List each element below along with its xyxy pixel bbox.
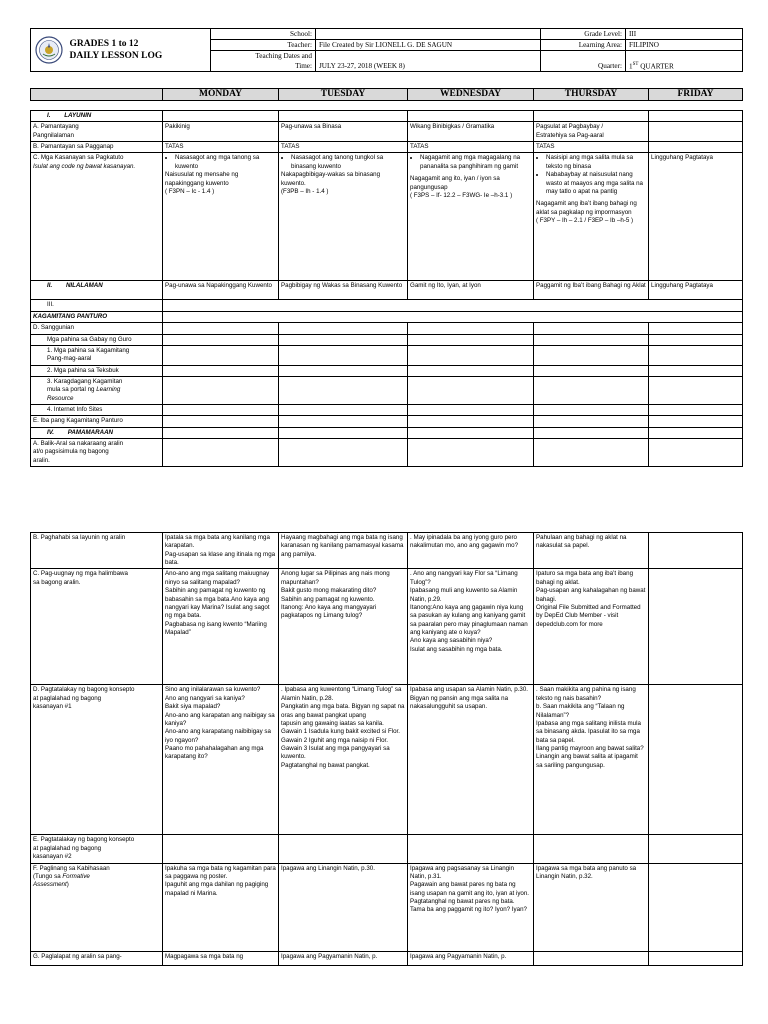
paglinang-tue: Ipagawa ang Linangin Natin, p.30.	[279, 863, 408, 951]
blank-cell	[534, 439, 649, 467]
kasanayan-label-cell	[31, 153, 163, 281]
blank-cell	[163, 323, 279, 334]
blank-cell	[649, 323, 743, 334]
blank-cell	[279, 439, 408, 467]
lesson-plan-table-part-2	[30, 532, 743, 966]
blank-cell	[279, 345, 408, 365]
blank-cell	[408, 835, 534, 863]
kasanayan-label: C. Mga Kasanayan sa Pagkatuto	[33, 154, 124, 162]
paglalapat-label: G. Paglalapat ng aralin sa pang-	[31, 951, 163, 965]
kasanayan-mon	[163, 153, 279, 281]
blank-cell	[279, 365, 408, 376]
blank-cell	[163, 300, 743, 311]
learning-area-value: FILIPINO	[626, 40, 743, 51]
paglinang-label: F. Paglinang sa Kabihasaan (Tungo sa Formative Assessment)	[31, 863, 163, 951]
blank-cell	[534, 376, 649, 404]
nilalaman-wed: Gamit ng Ito, Iyan, at Iyon	[408, 281, 534, 300]
quarter-label: Quarter:	[541, 51, 626, 72]
paglalapat-wed: Ipagawa ang Pagyamanin Natin, p.	[408, 951, 534, 965]
iba-pang-kagamitan-label: E. Iba pang Kagamitang Panturo	[31, 416, 163, 427]
blank-cell	[534, 323, 649, 334]
pamantayang-pangnilalaman-mon: Pakikinig	[163, 122, 279, 142]
kasanayan-tue	[279, 153, 408, 281]
blank-cell	[408, 111, 534, 122]
teksbuk-label: 2. Mga pahina sa Teksbuk	[31, 365, 163, 376]
grade-level-label: Grade Level:	[541, 29, 626, 40]
tuesday-header: TUESDAY	[279, 89, 408, 101]
pag-uugnay-thu: Ipaturo sa mga bata ang iba’t ibang bahagi ng aklat. Pag-usapan ang kahalagahan ng bawat bahagi. Original File Submitted and Formatted by DepEd Club Member - visit depedclub.com for more	[534, 569, 649, 685]
grade-level-value: III	[626, 29, 743, 40]
blank-cell	[279, 835, 408, 863]
blank-cell	[649, 376, 743, 404]
blank-cell	[534, 334, 649, 345]
kasanayan-wed-detail: Nagagamit ang ito, iyan / iyon sa pangungusap ( F3PS – If- 12.2 – F3WG- Ie –h-3.1 )	[410, 175, 513, 199]
pamantayan-sa-pagganap-label: B. Pamantayan sa Pagganap	[31, 142, 163, 153]
pamantayang-pangnilalaman-label: A. Pamantayang Pangnilalaman	[31, 122, 163, 142]
blank-cell	[163, 345, 279, 365]
pamantayang-pangnilalaman-wed: Wikang Binibigkas / Gramatika	[408, 122, 534, 142]
balik-aral-label: A. Balik-Aral sa nakaraang aralin at/o pagsisimula ng bagong aralin.	[31, 439, 163, 467]
pagtatalakay-1-mon: Sino ang inilalarawan sa kuwento? Ano ang nangyari sa kaniya? Bakit siya mapalad? Ano-ano ang karapatan ang naibigay sa kaniya? Ano-ano ang karapatang naibibigay sa iyo ngayon? Paano mo pahahalagahan ang mga karapatang ito?	[163, 685, 279, 835]
paglinang-thu: Ipagawa sa mga bata ang panuto sa Linangin Natin, p.32.	[534, 863, 649, 951]
paglalapat-fri	[649, 951, 743, 965]
pamantayan-sa-pagganap-fri	[649, 142, 743, 153]
blank-cell	[408, 345, 534, 365]
pamamaraan-heading: IV. PAMAMARAAN	[31, 427, 163, 438]
kasanayan-thu-detail: Nagagamit ang iba’t ibang bahagi ng aklat sa pagkalap ng impormasyon ( F3PY – Ih – 2.1 / F3EP – Ib –h-5 )	[536, 200, 637, 224]
log-title-cell	[67, 29, 211, 72]
pag-uugnay-mon: Ano-ano ang mga salitang maiuugnay ninyo sa salitang mapalad? Sabihin ang pamagat ng kuwento ng babasahin sa mga bata.Ano kaya ang nangyari kay Marina? Isulat ang sagot ng mga bata. Pagbabasa ng isang kwento “Mariing Mapalad”	[163, 569, 279, 685]
deped-seal-icon	[35, 36, 63, 64]
blank-cell	[408, 323, 534, 334]
nilalaman-mon: Pag-unawa sa Napakinggang Kuwento	[163, 281, 279, 300]
blank-cell	[408, 416, 534, 427]
blank-cell	[649, 334, 743, 345]
kasanayan-mon-detail: Naisusulat ng mensahe ng napakinggang kuwento ( F3PN – Ic - 1.4 )	[165, 171, 239, 195]
blank-cell	[408, 439, 534, 467]
pamantayang-pangnilalaman-fri	[649, 122, 743, 142]
pamantayang-pangnilalaman-thu: Pagsulat at Pagbaybay / Estratehiya sa Pag-aaral	[534, 122, 649, 142]
paghahabi-thu: Pahulaan ang bahagi ng aklat na nakasulat sa papel.	[534, 533, 649, 569]
blank-cell	[408, 405, 534, 416]
pamantayang-pangnilalaman-tue: Pag-unawa sa Binasa	[279, 122, 408, 142]
teaching-dates-label: Teaching Dates and	[211, 51, 316, 62]
blank-cell	[163, 439, 279, 467]
weekday-header	[30, 88, 743, 101]
time-label: Time:	[211, 61, 316, 72]
blank-cell	[279, 376, 408, 404]
blank-cell	[279, 416, 408, 427]
paglalapat-tue: Ipagawa ang Pagyamanin Natin, p.	[279, 951, 408, 965]
teacher-label: Teacher:	[211, 40, 316, 51]
school-value	[316, 29, 541, 40]
paghahabi-label: B. Paghahabi sa layunin ng aralin	[31, 533, 163, 569]
kasanayan-thu-bullet-1: • Nasisipi ang mga salita mula sa teksto ng binasa	[546, 154, 646, 171]
learning-resource-portal-label: 3. Karagdagang Kagamitan mula sa portal ng Learning Resource	[31, 376, 163, 404]
pag-uugnay-label: C. Pag-uugnay ng mga halimbawa sa bagong aralin.	[31, 569, 163, 685]
gabay-ng-guro-label: Mga pahina sa Gabay ng Guro	[31, 334, 163, 345]
deped-seal-cell	[31, 29, 67, 72]
blank-cell	[534, 416, 649, 427]
blank-cell	[649, 111, 743, 122]
nilalaman-thu: Paggamit ng Iba’t ibang Bahagi ng Aklat	[534, 281, 649, 300]
log-title: GRADES 1 to 12 DAILY LESSON LOG	[69, 39, 163, 61]
pag-uugnay-fri	[649, 569, 743, 685]
kasanayan-thu-bullet-2: • Nababaybay at naisusulat nang wasto at maayos ang mga salita na may tatlo o apat na pantig	[546, 171, 646, 196]
teaching-dates-value: JULY 23-27, 2018 (WEEK 8)	[316, 51, 541, 72]
kasanayan-tue-bullet: • Nasasagot ang tanong tungkol sa binasang kuwento	[291, 154, 405, 171]
pagtatalakay-1-wed: Ipabasa ang usapan sa Alamin Natin, p.30. Bigyan ng pansin ang mga salita na nakasalungguhit sa usapan.	[408, 685, 534, 835]
paglalapat-mon: Magpagawa sa mga bata ng	[163, 951, 279, 965]
blank-cell	[163, 334, 279, 345]
blank-cell	[649, 405, 743, 416]
nilalaman-fri: Lingguhang Pagtataya	[649, 281, 743, 300]
paghahabi-fri	[649, 533, 743, 569]
pamantayan-sa-pagganap-tue: TATAS	[279, 142, 408, 153]
nilalaman-heading: II. NILALAMAN	[31, 281, 163, 300]
blank-cell	[163, 416, 279, 427]
pagtatalakay-1-label: D. Pagtatalakay ng bagong konsepto at paglalahad ng bagong kasanayan #1	[31, 685, 163, 835]
blank-cell	[163, 835, 279, 863]
internet-info-sites-label: 4. Internet Info Sites	[31, 405, 163, 416]
paglinang-wed: Ipagawa ang pagsasanay sa Linangin Natin, p.31. Pagawain ang bawat pares ng bata ng isang usapan na gamit ang ito, iyan at iyon. Pagtatanghal ng bawat pares ng bata. Tama ba ang paggamit ng ito? Iyon? Iyan?	[408, 863, 534, 951]
blank-cell	[649, 439, 743, 467]
kasanayan-mon-bullet: • Nasasagot ang mga tanong sa kuwento	[175, 154, 276, 171]
blank-cell	[534, 345, 649, 365]
pagtatalakay-1-thu: . Saan makikita ang pahina ng isang teksto ng nais basahin? b. Saan makikita ang “Talaan ng Nilalaman”? Ipabasa ang mga salitang inilista mula sa binasang akda. Ipasulat ito sa mga bata sa papel. Ilang pantig mayroon ang bawat salita? Linangin ang bawat salita at ipagamit sa sariling pangungusap.	[534, 685, 649, 835]
lesson-plan-table-part-1	[30, 110, 743, 467]
blank-cell	[649, 345, 743, 365]
school-label: School:	[211, 29, 316, 40]
pag-uugnay-wed: . Ano ang nangyari kay Flor sa “Limang Tulog”? Ipabasang muli ang kuwento sa Alamin Natin, p.29. Itanong:Ano kaya ang gagawin niya kung sa pasukan ay kulang ang kaniyang gamit sa paaralan pero may pinaglumaan naman ang kaniyang ate o kuya? Ano kaya ang sasabihin niya? Isulat ang sasabihin ng mga bata.	[408, 569, 534, 685]
monday-header: MONDAY	[163, 89, 279, 101]
kasanayan-wed	[408, 153, 534, 281]
paglalapat-thu	[534, 951, 649, 965]
pamantayan-sa-pagganap-mon: TATAS	[163, 142, 279, 153]
blank-cell	[279, 323, 408, 334]
blank-cell	[408, 376, 534, 404]
blank-cell	[163, 376, 279, 404]
kasanayan-fri: Lingguhang Pagtataya	[649, 153, 743, 281]
learning-area-label: Learning Area:	[541, 40, 626, 51]
blank-cell	[163, 405, 279, 416]
blank-cell	[534, 835, 649, 863]
blank-cell	[163, 311, 743, 322]
nilalaman-tue: Pagbibigay ng Wakas sa Binasang Kuwento	[279, 281, 408, 300]
lesson-log-header	[30, 28, 743, 72]
kasanayan-tue-detail: Nakapagbibigay-wakas sa binasang kuwento. (F3PB – Ih - 1.4 )	[281, 171, 381, 195]
quarter-value: 1ST QUARTER	[626, 51, 743, 72]
teacher-value: File Created by Sir LIONELL G. DE SAGUN	[316, 40, 541, 51]
blank-cell	[534, 111, 649, 122]
layunin-heading: I. LAYUNIN	[31, 111, 163, 122]
blank-cell	[279, 427, 408, 438]
blank-cell	[163, 111, 279, 122]
blank-cell	[279, 334, 408, 345]
blank-cell	[649, 416, 743, 427]
paghahabi-wed: . May ipinadala ba ang iyong guro pero nakalimutan mo, ano ang gagawin mo?	[408, 533, 534, 569]
blank-cell	[534, 427, 649, 438]
pagtatalakay-1-tue: . Ipabasa ang kuwentong “Limang Tulog” sa Alamin Natin, p.28. Pangkatin ang mga bata. Bigyan ng sapat na oras ang bawat pangkat upang tapusin ang gawaing iaatas sa kanila. Gawain 1 Isadula kung bakit excited si Flor. Gawain 2 Iguhit ang mga naisip ni Flor. Gawain 3 Isulat ang mga pangyayari sa kuwento. Pagtatanghal ng bawat pangkat.	[279, 685, 408, 835]
section-iii-heading: III.	[31, 300, 163, 311]
thursday-header: THURSDAY	[534, 89, 649, 101]
kagamitang-panturo-heading: KAGAMITANG PANTURO	[31, 311, 163, 322]
blank-cell	[534, 365, 649, 376]
blank-cell	[649, 835, 743, 863]
sanggunian-label: D. Sanggunian	[31, 323, 163, 334]
paghahabi-mon: Ipatala sa mga bata ang kanilang mga karapatan. Pag-usapan sa klase ang itinala ng mga bata.	[163, 533, 279, 569]
blank-cell	[163, 427, 279, 438]
paglinang-fri	[649, 863, 743, 951]
pagtatalakay-1-fri	[649, 685, 743, 835]
paghahabi-tue: Hayaang magbahagi ang mga bata ng isang karanasan ng kanilang pamamasyal kasama ang pamilya.	[279, 533, 408, 569]
paglinang-mon: Ipakuha sa mga bata ng kagamitan para sa paggawa ng poster. Ipaguhit ang mga dahilan ng pagiging mapalad ni Marina.	[163, 863, 279, 951]
kagamitang-mag-aaral-label: 1. Mga pahina sa Kagamitang Pang-mag-aaral	[31, 345, 163, 365]
blank-cell	[534, 405, 649, 416]
blank-cell	[649, 427, 743, 438]
weekday-header-blank	[31, 89, 163, 101]
pamantayan-sa-pagganap-thu: TATAS	[534, 142, 649, 153]
blank-cell	[279, 111, 408, 122]
blank-cell	[649, 365, 743, 376]
friday-header: FRIDAY	[649, 89, 743, 101]
kasanayan-thu	[534, 153, 649, 281]
blank-cell	[279, 405, 408, 416]
blank-cell	[408, 365, 534, 376]
pamantayan-sa-pagganap-wed: TATAS	[408, 142, 534, 153]
pagtatalakay-2-label: E. Pagtatalakay ng bagong konsepto at paglalahad ng bagong kasanayan #2	[31, 835, 163, 863]
blank-cell	[408, 334, 534, 345]
wednesday-header: WEDNESDAY	[408, 89, 534, 101]
blank-cell	[163, 365, 279, 376]
blank-cell	[408, 427, 534, 438]
kasanayan-note: Isulat ang code ng bawat kasanayan.	[33, 162, 136, 170]
kasanayan-wed-bullet: • Nagagamit ang mga magagalang na pananalita sa panghihiram ng gamit	[420, 154, 531, 171]
pag-uugnay-tue: Anong lugar sa Pilipinas ang nais mong mapuntahan? Bakit gusto mong makarating dito? Sabihin ang pamagat ng kuwento. Itanong: Ano kaya ang mangyayari pagkatapos ng Limang tulog?	[279, 569, 408, 685]
